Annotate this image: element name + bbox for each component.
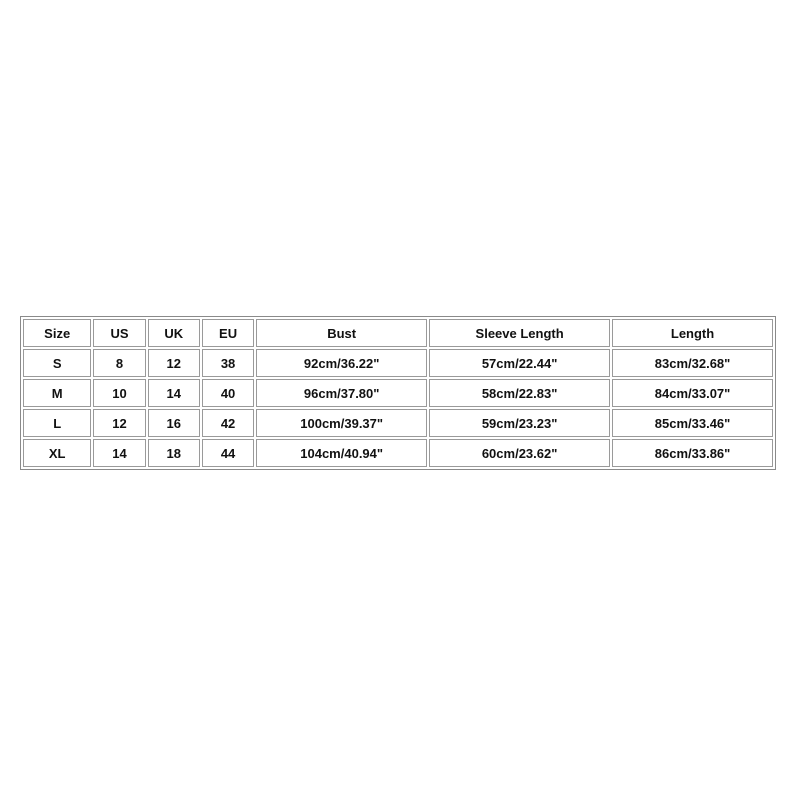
- cell-size: S: [23, 349, 91, 377]
- table-row: [23, 409, 773, 437]
- cell-length: 85cm/33.46": [612, 409, 773, 437]
- header-length: Length: [612, 319, 773, 347]
- header-eu: EU: [202, 319, 254, 347]
- header-uk: UK: [148, 319, 200, 347]
- cell-sleeve-length: 58cm/22.83": [429, 379, 610, 407]
- cell-us: 14: [93, 439, 145, 467]
- table-header-row: [23, 319, 773, 347]
- cell-sleeve-length: 60cm/23.62": [429, 439, 610, 467]
- cell-uk: 18: [148, 439, 200, 467]
- cell-bust: 92cm/36.22": [256, 349, 427, 377]
- cell-us: 8: [93, 349, 145, 377]
- cell-eu: 38: [202, 349, 254, 377]
- cell-eu: 40: [202, 379, 254, 407]
- cell-us: 12: [93, 409, 145, 437]
- cell-uk: 14: [148, 379, 200, 407]
- cell-bust: 104cm/40.94": [256, 439, 427, 467]
- cell-eu: 42: [202, 409, 254, 437]
- cell-bust: 100cm/39.37": [256, 409, 427, 437]
- cell-bust: 96cm/37.80": [256, 379, 427, 407]
- header-bust: Bust: [256, 319, 427, 347]
- cell-eu: 44: [202, 439, 254, 467]
- header-sleeve-length: Sleeve Length: [429, 319, 610, 347]
- cell-us: 10: [93, 379, 145, 407]
- cell-size: L: [23, 409, 91, 437]
- cell-size: XL: [23, 439, 91, 467]
- header-us: US: [93, 319, 145, 347]
- cell-length: 84cm/33.07": [612, 379, 773, 407]
- table-row: [23, 379, 773, 407]
- cell-uk: 12: [148, 349, 200, 377]
- cell-sleeve-length: 59cm/23.23": [429, 409, 610, 437]
- size-chart-table: [20, 316, 776, 470]
- cell-sleeve-length: 57cm/22.44": [429, 349, 610, 377]
- table-row: [23, 439, 773, 467]
- cell-length: 86cm/33.86": [612, 439, 773, 467]
- table-row: [23, 349, 773, 377]
- cell-size: M: [23, 379, 91, 407]
- header-size: Size: [23, 319, 91, 347]
- cell-uk: 16: [148, 409, 200, 437]
- cell-length: 83cm/32.68": [612, 349, 773, 377]
